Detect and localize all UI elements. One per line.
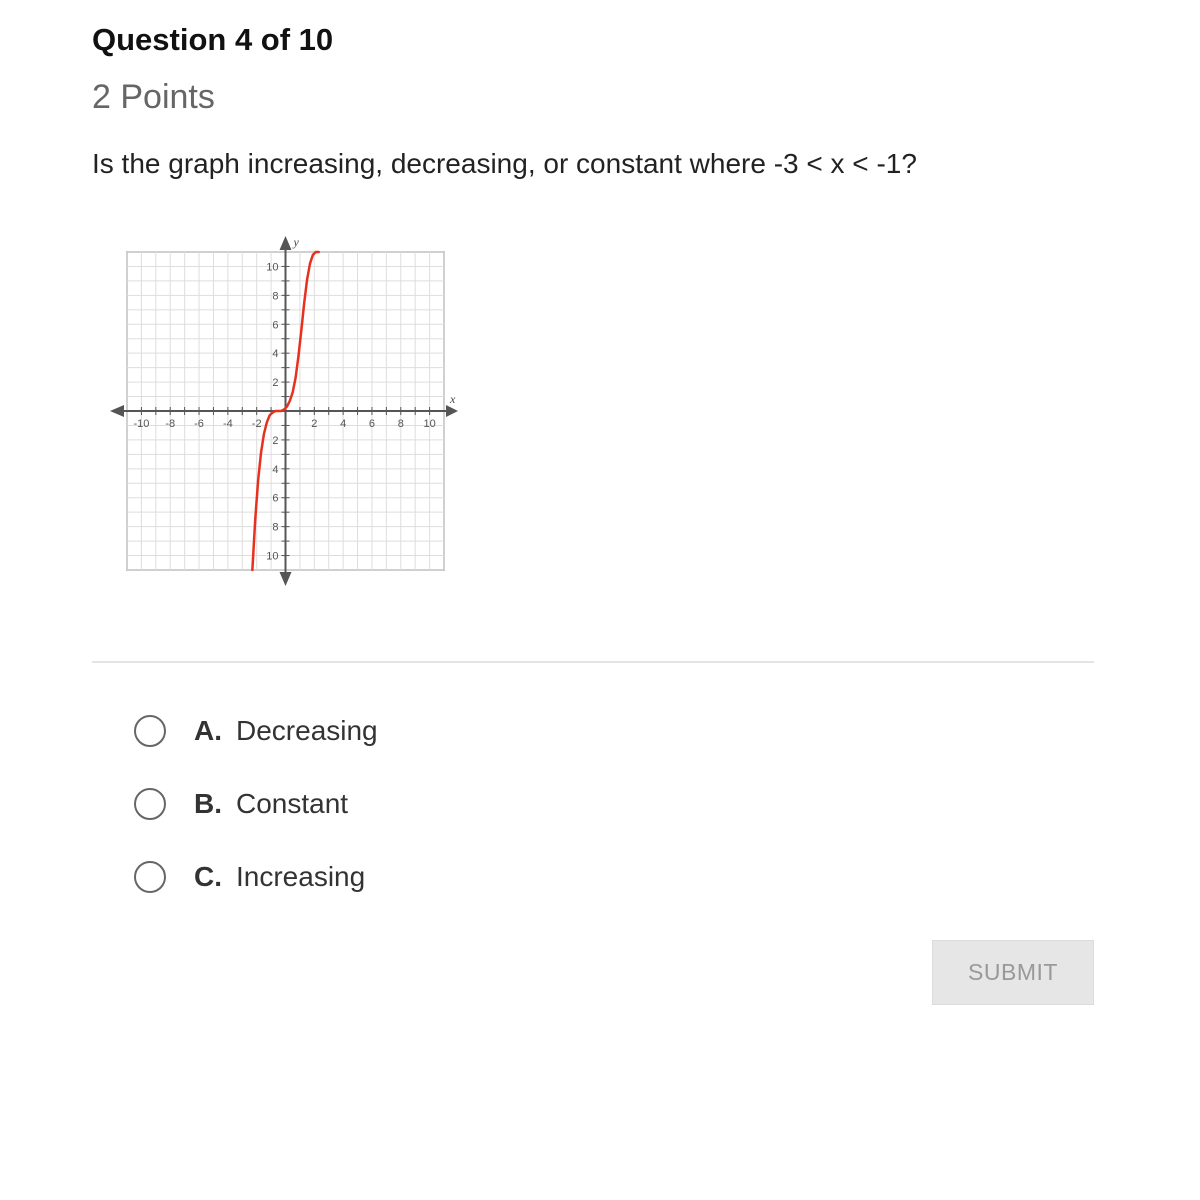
y-axis-label: y: [293, 235, 299, 249]
x-tick-label: -6: [194, 418, 204, 430]
y-tick-label: 10: [266, 550, 279, 563]
x-tick-label: 6: [368, 418, 376, 430]
option-letter: C.: [194, 861, 222, 892]
function-graph: [100, 230, 460, 590]
option-text: Decreasing: [236, 715, 378, 746]
y-axis-arrow-down-icon: [280, 572, 292, 586]
question-points: 2 Points: [92, 78, 215, 116]
x-axis-arrow-right-icon: [446, 405, 458, 417]
x-axis-label: x: [450, 392, 456, 406]
y-tick-label: 2: [272, 434, 279, 447]
y-tick-label: 10: [266, 261, 279, 274]
option-a[interactable]: [134, 709, 378, 753]
y-tick-label: 4: [272, 348, 279, 361]
option-text: Increasing: [236, 861, 366, 892]
x-tick-label: -10: [133, 418, 150, 430]
x-tick-label: -4: [222, 418, 233, 430]
x-tick-label: 4: [340, 418, 347, 430]
y-tick-label: 8: [272, 290, 279, 303]
option-text: Constant: [236, 788, 349, 819]
x-tick-label: 10: [423, 418, 436, 430]
x-tick-label: -8: [165, 418, 176, 430]
x-tick-label: -2: [251, 418, 262, 430]
option-c[interactable]: [134, 855, 365, 899]
y-tick-label: 4: [272, 463, 279, 476]
divider: [92, 661, 1094, 663]
question-number: Question 4 of 10: [92, 22, 334, 57]
y-tick-label: 8: [272, 521, 279, 534]
y-tick-label: 6: [272, 492, 279, 505]
x-axis-arrow-left-icon: [110, 405, 124, 417]
y-tick-label: 6: [272, 319, 279, 332]
x-tick-label: 2: [311, 418, 318, 430]
radio-circle-icon[interactable]: [134, 861, 166, 893]
question-prompt: Is the graph increasing, decreasing, or constant where -3 < x < -1?: [92, 148, 917, 179]
x-tick-label: 8: [397, 418, 404, 430]
option-letter: B.: [194, 788, 222, 819]
option-b[interactable]: [134, 782, 348, 826]
submit-button[interactable]: SUBMIT: [932, 940, 1094, 1005]
radio-circle-icon[interactable]: [134, 788, 166, 820]
y-tick-label: 2: [272, 377, 279, 390]
y-axis-arrow-up-icon: [280, 236, 292, 250]
radio-circle-icon[interactable]: [134, 715, 166, 747]
option-letter: A.: [194, 715, 222, 746]
